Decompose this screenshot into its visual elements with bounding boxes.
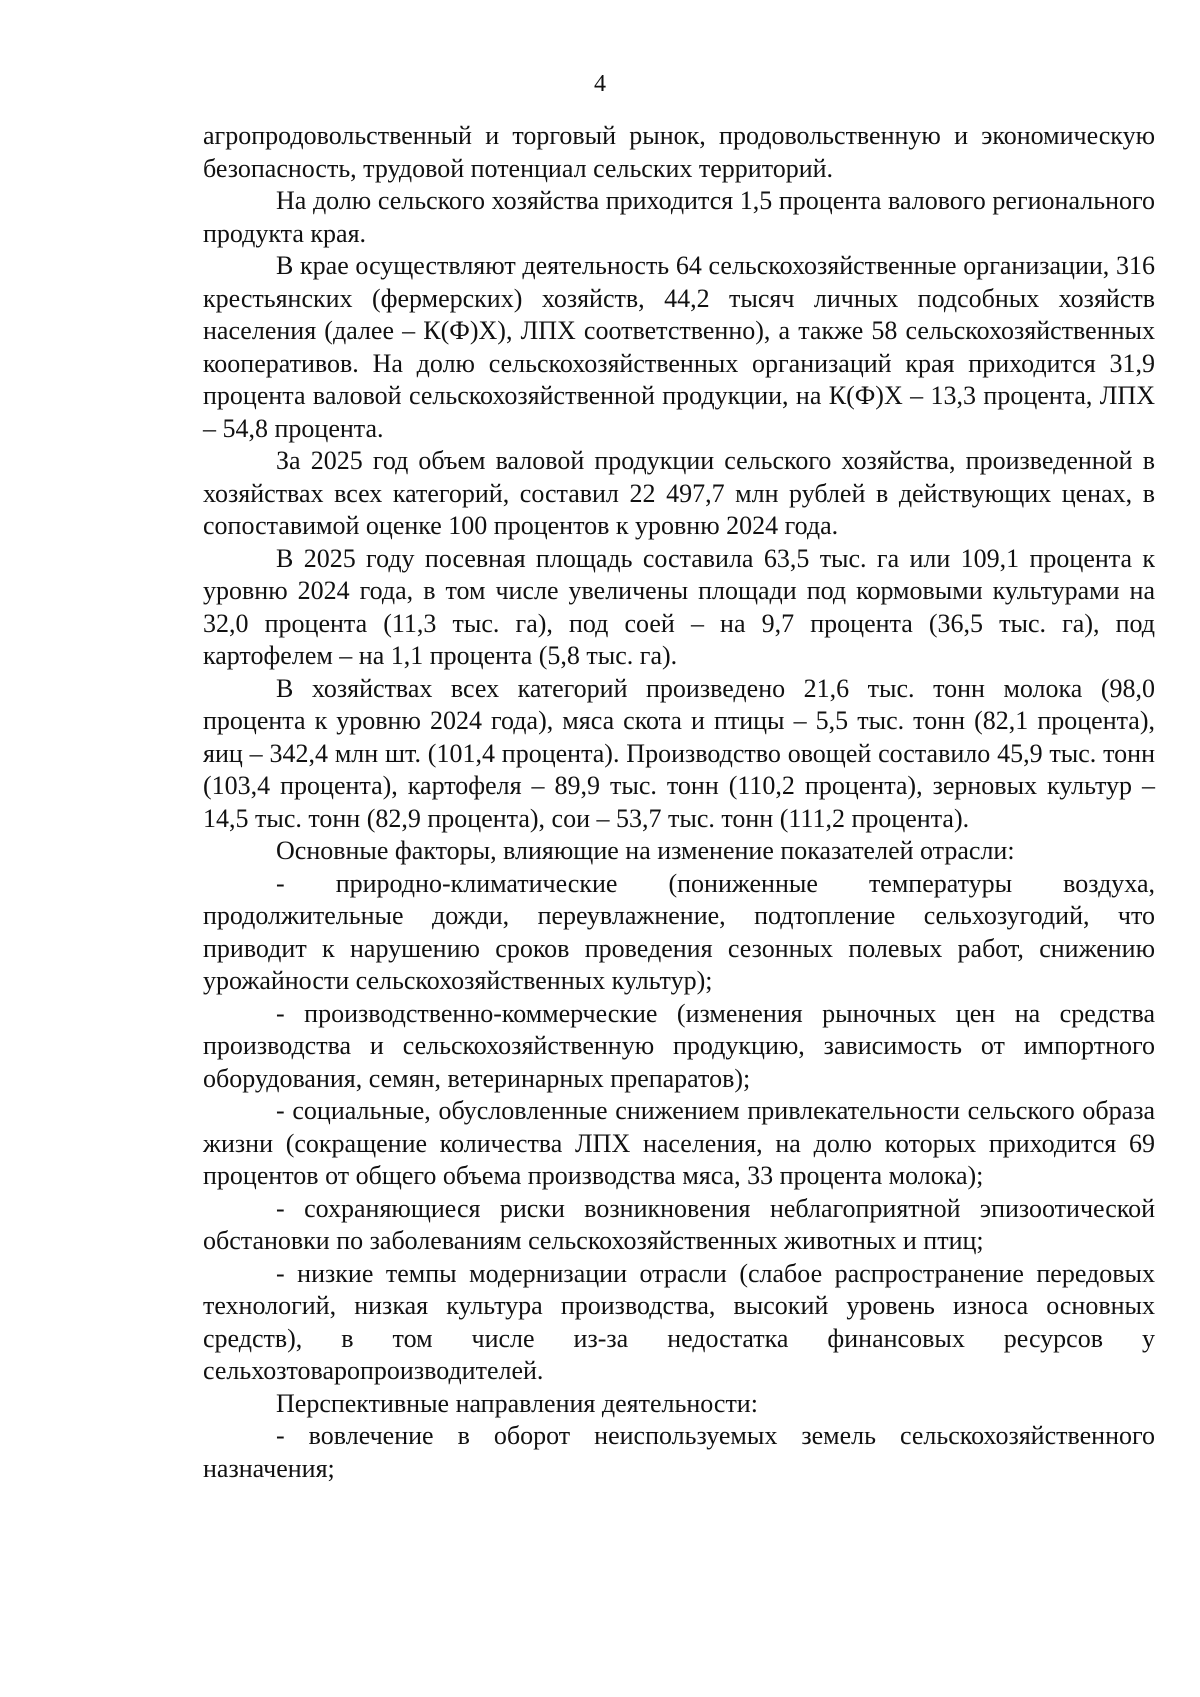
paragraph-gdp-share: На долю сельского хозяйства приходится 1,5 процента валового регионального продукта края. <box>203 186 1155 248</box>
paragraph-continuation: агропродовольственный и торговый рынок, продовольственную и экономическую безопасность, трудовой потенциал сельских территорий. <box>203 121 1155 183</box>
list-item-commercial: - производственно-коммерческие (изменения рыночных цен на средства производства и сельскохозяйственную продукцию, зависимость от импортного оборудования, семян, ветеринарных препаратов); <box>203 998 1155 1093</box>
list-item-social: - социальные, обусловленные снижением привлекательности сельского образа жизни (сокращение количества ЛПХ населения, на долю которых приходится 69 процентов от общего объема производства мяса, 33 процента молока); <box>203 1096 1155 1190</box>
paragraph-organizations: В крае осуществляют деятельность 64 сельскохозяйственные организации, 316 крестьянских (фермерских) хозяйств, 44,2 тысяч личных подсобных хозяйств населения (далее – К(Ф)Х), ЛПХ соответственно), а также 58 сельскохозяйственных кооперативов. На долю сельскохозяйственных организаций края приходится 31,9 процента валовой сельскохозяйственной продукции, на К(Ф)Х – 13,3 процента, ЛПХ – 54,8 процента. <box>203 251 1155 443</box>
page-number: 4 <box>594 71 606 97</box>
paragraph-production: В хозяйствах всех категорий произведено 21,6 тыс. тонн молока (98,0 процента к уровню 2024 года), мяса скота и птицы – 5,5 тыс. тонн (82,1 процента), яиц – 342,4 млн шт. (101,4 процента). Производство овощей составило 45,9 тыс. тонн (103,4 процента), картофеля – 89,9 тыс. тонн (110,2 процента), зерновых культур – 14,5 тыс. тонн (82,9 процента), сои – 53,7 тыс. тонн (111,2 процента). <box>203 673 1155 833</box>
list-item-climate: - природно-климатические (пониженные температуры воздуха, продолжительные дожди, переувлажнение, подтопление сельхозугодий, что приводит к нарушению сроков проведения сезонных полевых работ, снижению урожайности сельскохозяйственных культур); <box>203 868 1155 995</box>
list-item-modernization: - низкие темпы модернизации отрасли (слабое распространение передовых технологий, низкая культура производства, высокий уровень износа основных средств), в том числе из-за недостатка финансовых ресурсов у сельхозтоваропроизводителей. <box>203 1258 1155 1385</box>
paragraph-sown-area: В 2025 году посевная площадь составила 63,5 тыс. га или 109,1 процента к уровню 2024 года, в том числе увеличены площади под кормовыми культурами на 32,0 процента (11,3 тыс. га), под соей – на 9,7 процента (36,5 тыс. га), под картофелем – на 1,1 процента (5,8 тыс. га). <box>203 543 1155 670</box>
document-body <box>203 120 1155 1485</box>
paragraph-factors-heading: Основные факторы, влияющие на изменение показателей отрасли: <box>276 836 1015 865</box>
paragraph-gross-output: За 2025 год объем валовой продукции сельского хозяйства, произведенной в хозяйствах всех категорий, составил 22 497,7 млн рублей в действующих ценах, в сопоставимой оценке 100 процентов к уровню 2024 года. <box>203 446 1155 540</box>
list-item-land-use: - вовлечение в оборот неиспользуемых земель сельскохозяйственного назначения; <box>203 1421 1155 1483</box>
paragraph-directions-heading: Перспективные направления деятельности: <box>276 1388 758 1418</box>
list-item-epizootic: - сохраняющиеся риски возникновения неблагоприятной эпизоотической обстановки по заболеваниям сельскохозяйственных животных и птиц; <box>203 1193 1155 1255</box>
